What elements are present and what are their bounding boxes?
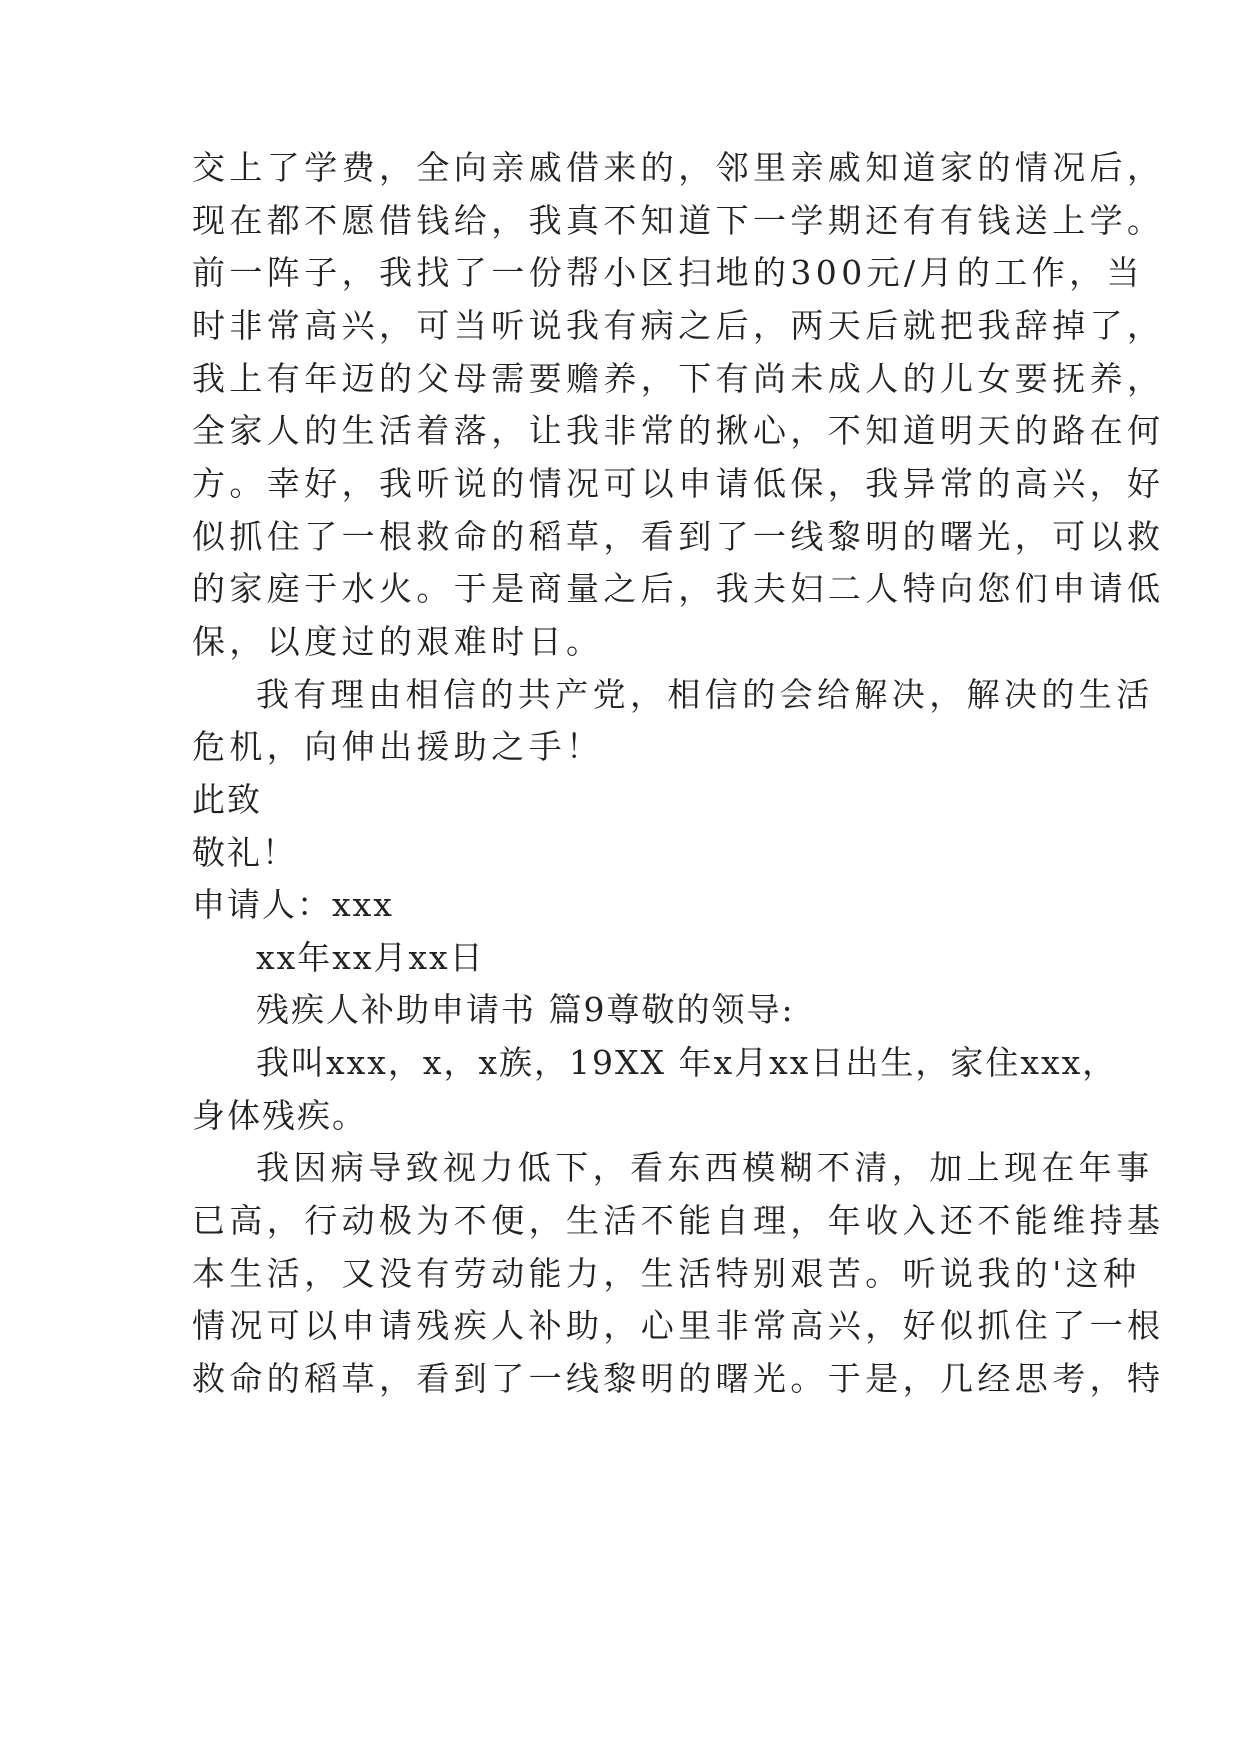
text-line: 救命的稻草，看到了一线黎明的曙光。于是，几经思考，特 [192, 1359, 1165, 1398]
text-line: 保，以度过的艰难时日。 [192, 622, 604, 661]
text-line: 似抓住了一根救命的稻草，看到了一线黎明的曙光，可以救 [192, 517, 1165, 556]
text-line: 身体残疾。 [192, 1096, 367, 1135]
paragraph-first-line: 我有理由相信的共产党，相信的会给解决，解决的生活 [256, 675, 1154, 714]
text-line: 交上了学费，全向亲戚借来的，邻里亲戚知道家的情况后， [192, 148, 1165, 187]
signature-date: xx年xx月xx日 [256, 938, 485, 977]
text-line: 危机，向伸出援助之手！ [192, 727, 604, 766]
text-line: 全家人的生活着落，让我非常的揪心，不知道明天的路在何 [192, 411, 1165, 450]
text-line: 我上有年迈的父母需要赡养，下有尚未成人的儿女要抚养， [192, 359, 1165, 398]
text-line: 现在都不愿借钱给，我真不知道下一学期还有有钱送上学。 [192, 201, 1165, 240]
closing-regards: 敬礼！ [192, 833, 297, 872]
text-line: 时非常高兴，可当听说我有病之后，两天后就把我辞掉了， [192, 306, 1165, 345]
section-heading: 残疾人补助申请书 篇9尊敬的领导: [256, 990, 795, 1029]
applicant-signature: 申请人：xxx [192, 885, 394, 924]
text-line: 的家庭于水火。于是商量之后，我夫妇二人特向您们申请低 [192, 569, 1165, 608]
text-line: 已高，行动极为不便，生活不能自理，年收入还不能维持基 [192, 1201, 1165, 1240]
paragraph-first-line: 我因病导致视力低下，看东西模糊不清，加上现在年事 [256, 1148, 1154, 1187]
paragraph-first-line: 我叫xxx，x，x族，19XX 年x月xx日出生，家住xxx， [256, 1043, 1118, 1082]
text-line: 方。幸好，我听说的情况可以申请低保，我异常的高兴，好 [192, 464, 1165, 503]
text-line: 本生活，又没有劳动能力，生活特别艰苦。听说我的'这种 [192, 1254, 1141, 1293]
text-line: 前一阵子，我找了一份帮小区扫地的300元/月的工作，当 [192, 253, 1144, 292]
closing-salutation: 此致 [192, 780, 262, 819]
text-line: 情况可以申请残疾人补助，心里非常高兴，好似抓住了一根 [192, 1306, 1165, 1345]
